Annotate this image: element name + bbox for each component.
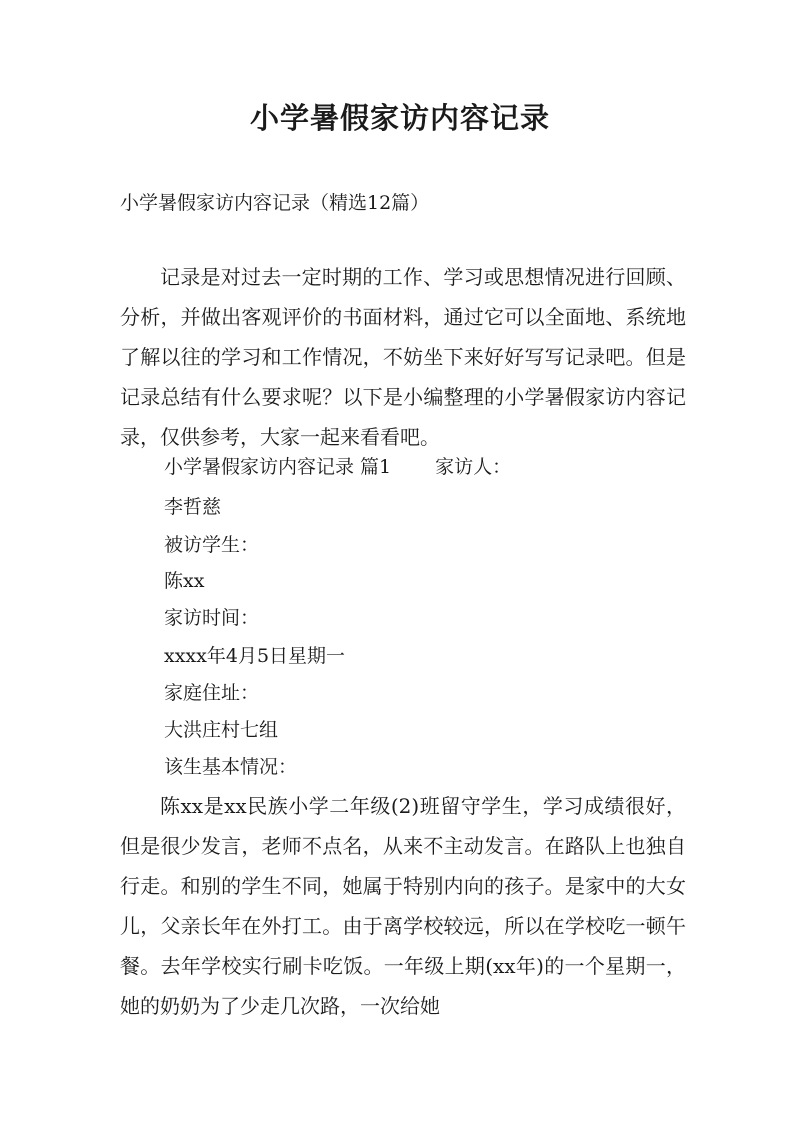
time-value: xxxx年4月5日星期一 — [164, 645, 346, 667]
situation-label: 该生基本情况： — [164, 756, 298, 778]
intro-paragraph: 记录是对过去一定时期的工作、学习或思想情况进行回顾、分析，并做出客观评价的书面材料，通过它可以全面地、系统地了解以往的学习和工作情况，不妨坐下来好好写写记录吧。但是记录总结有什么要求呢？以下是小编整理的小学暑假家访内容记录，仅供参考，大家一起来看看吧。 — [120, 265, 686, 449]
visitor-label: 家访人： — [435, 456, 512, 478]
situation-paragraph: 陈xx是xx民族小学二年级(2)班留守学生，学习成绩很好，但是很少发言，老师不点名，从来不主动发言。在路队上也独自行走。和别的学生不同，她属于特别内向的孩子。是家中的大女儿，父亲长年在外打工。由于离学校较远，所以在学校吃一顿午餐。去年学校实行刷卡吃饭。一年级上期(xx年)的一个星期一，她的奶奶为了少走几次路，一次给她 — [120, 794, 686, 1018]
student-name: 陈xx — [164, 570, 205, 592]
time-label: 家访时间： — [164, 607, 260, 629]
student-label: 被访学生： — [164, 534, 260, 556]
address-value: 大洪庄村七组 — [164, 719, 279, 741]
document-title: 小学暑假家访内容记录 — [249, 101, 550, 135]
document-subtitle: 小学暑假家访内容记录（精选12篇） — [120, 192, 430, 214]
visitor-name: 李哲慈 — [164, 496, 222, 518]
section-heading: 小学暑假家访内容记录 篇1 — [164, 456, 392, 478]
address-label: 家庭住址： — [164, 682, 260, 704]
section-heading-line — [164, 450, 511, 484]
